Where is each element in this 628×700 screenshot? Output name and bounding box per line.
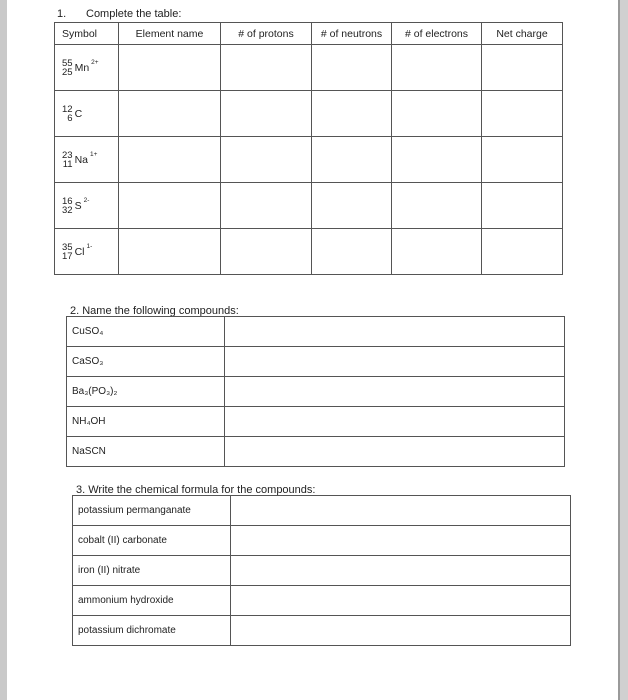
nuclide-numbers <box>62 59 73 77</box>
electrons-answer-cell[interactable] <box>392 91 482 137</box>
compound-cell: iron (II) nitrate <box>73 556 231 586</box>
element-name-answer-cell[interactable] <box>119 229 221 275</box>
table-row <box>67 437 565 467</box>
atomic-number: 11 <box>62 159 73 170</box>
compound-cell: CaSO₃ <box>67 347 225 377</box>
mass-number: 55 <box>62 57 73 69</box>
nuclide-symbol <box>62 59 99 77</box>
table-row <box>55 91 563 137</box>
nuclide-symbol <box>62 197 89 215</box>
nuclide-numbers <box>62 105 73 123</box>
question-3-title: 3. Write the chemical formula for the compounds: <box>76 484 316 496</box>
compound-cell: Ba₃(PO₃)₂ <box>67 377 225 407</box>
table-row <box>67 407 565 437</box>
compound-cell: potassium dichromate <box>73 616 231 646</box>
header-symbol: Symbol <box>55 23 119 45</box>
formula-answer-cell[interactable] <box>231 496 571 526</box>
table-row <box>73 616 571 646</box>
atomic-number: 17 <box>62 251 73 262</box>
symbol-cell <box>55 183 119 229</box>
nuclide-numbers <box>62 243 73 261</box>
neutrons-answer-cell[interactable] <box>312 183 392 229</box>
net-charge-answer-cell[interactable] <box>482 137 563 183</box>
symbol-cell <box>55 45 119 91</box>
mass-number: 12 <box>62 103 73 115</box>
compound-name-answer-cell[interactable] <box>225 407 565 437</box>
neutrons-answer-cell[interactable] <box>312 229 392 275</box>
mass-number: 23 <box>62 149 73 161</box>
formula-answer-cell[interactable] <box>231 526 571 556</box>
protons-answer-cell[interactable] <box>221 45 312 91</box>
table-row <box>67 377 565 407</box>
table-row <box>55 45 563 91</box>
header-element-name: Element name <box>119 23 221 45</box>
atomic-number: 32 <box>62 205 73 216</box>
net-charge-answer-cell[interactable] <box>482 229 563 275</box>
element-symbol: Cl <box>74 245 85 258</box>
electrons-answer-cell[interactable] <box>392 229 482 275</box>
ion-charge: 2- <box>83 196 90 204</box>
protons-answer-cell[interactable] <box>221 137 312 183</box>
element-name-answer-cell[interactable] <box>119 183 221 229</box>
ion-charge: 1- <box>86 242 93 250</box>
question-1-number: 1. <box>57 8 67 20</box>
compound-name-answer-cell[interactable] <box>225 347 565 377</box>
header-net-charge: Net charge <box>482 23 563 45</box>
net-charge-answer-cell[interactable] <box>482 45 563 91</box>
element-symbol: C <box>74 107 83 120</box>
neutrons-answer-cell[interactable] <box>312 137 392 183</box>
neutrons-answer-cell[interactable] <box>312 45 392 91</box>
atomic-number: 6 <box>67 113 73 124</box>
compound-name-answer-cell[interactable] <box>225 377 565 407</box>
formula-writing-table <box>72 495 571 646</box>
page-left-edge <box>0 0 7 700</box>
ion-charge: 1+ <box>90 150 98 158</box>
question-1-title: Complete the table: <box>86 8 182 20</box>
formula-answer-cell[interactable] <box>231 556 571 586</box>
table-row <box>55 229 563 275</box>
table-row <box>73 526 571 556</box>
compound-naming-table <box>66 316 565 467</box>
electrons-answer-cell[interactable] <box>392 45 482 91</box>
compound-cell: cobalt (II) carbonate <box>73 526 231 556</box>
element-symbol: Mn <box>74 61 90 74</box>
atomic-number: 25 <box>62 67 73 78</box>
compound-name-answer-cell[interactable] <box>225 317 565 347</box>
formula-answer-cell[interactable] <box>231 586 571 616</box>
header-protons: # of protons <box>221 23 312 45</box>
nuclide-numbers <box>62 197 73 215</box>
table-row <box>73 496 571 526</box>
table-row <box>73 556 571 586</box>
compound-cell: NH₄OH <box>67 407 225 437</box>
page-right-edge <box>618 0 628 700</box>
element-name-answer-cell[interactable] <box>119 137 221 183</box>
mass-number: 16 <box>62 195 73 207</box>
table-row <box>67 347 565 377</box>
element-symbol: S <box>74 199 82 212</box>
compound-cell: potassium permanganate <box>73 496 231 526</box>
isotope-table-header <box>55 23 563 45</box>
protons-answer-cell[interactable] <box>221 229 312 275</box>
element-name-answer-cell[interactable] <box>119 45 221 91</box>
header-neutrons: # of neutrons <box>312 23 392 45</box>
symbol-cell <box>55 91 119 137</box>
element-name-answer-cell[interactable] <box>119 91 221 137</box>
nuclide-symbol <box>62 243 92 261</box>
isotope-table <box>54 22 563 275</box>
electrons-answer-cell[interactable] <box>392 183 482 229</box>
compound-cell: ammonium hydroxide <box>73 586 231 616</box>
compound-cell: NaSCN <box>67 437 225 467</box>
question-2-title: 2. Name the following compounds: <box>70 305 239 317</box>
symbol-cell <box>55 229 119 275</box>
table-row <box>73 586 571 616</box>
table-row <box>55 183 563 229</box>
compound-name-answer-cell[interactable] <box>225 437 565 467</box>
header-electrons: # of electrons <box>392 23 482 45</box>
compound-cell: CuSO₄ <box>67 317 225 347</box>
element-symbol: Na <box>74 153 89 166</box>
net-charge-answer-cell[interactable] <box>482 183 563 229</box>
nuclide-numbers <box>62 151 73 169</box>
table-row <box>55 137 563 183</box>
neutrons-answer-cell[interactable] <box>312 91 392 137</box>
ion-charge: 2+ <box>91 58 99 66</box>
formula-answer-cell[interactable] <box>231 616 571 646</box>
nuclide-symbol <box>62 151 97 169</box>
table-row <box>67 317 565 347</box>
protons-answer-cell[interactable] <box>221 91 312 137</box>
protons-answer-cell[interactable] <box>221 183 312 229</box>
net-charge-answer-cell[interactable] <box>482 91 563 137</box>
mass-number: 35 <box>62 241 73 253</box>
electrons-answer-cell[interactable] <box>392 137 482 183</box>
symbol-cell <box>55 137 119 183</box>
nuclide-symbol <box>62 105 84 123</box>
